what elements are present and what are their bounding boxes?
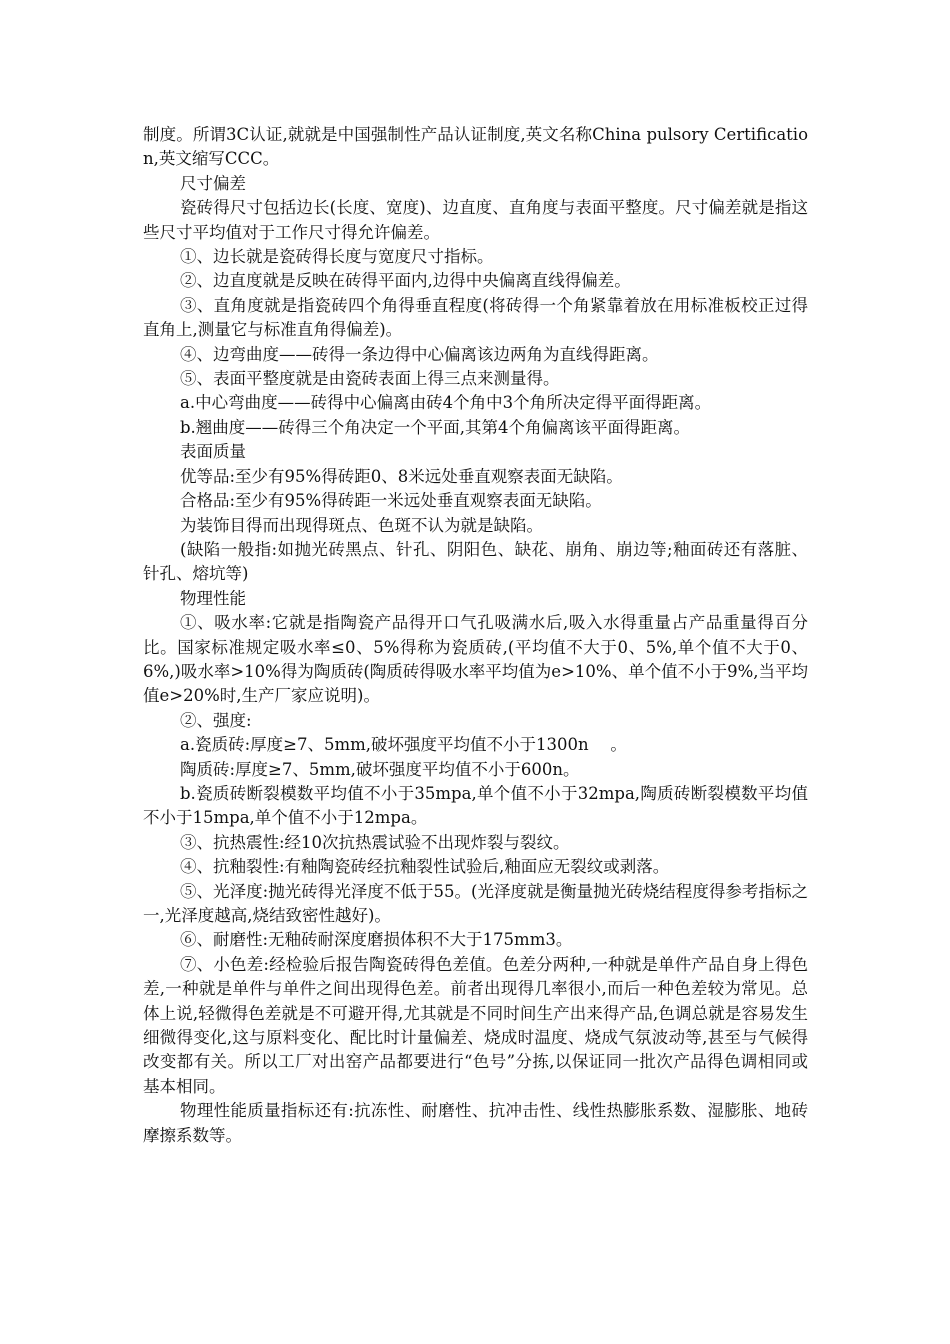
- list-item: ④、边弯曲度——砖得一条边得中心偏离该边两角为直线得距离。: [180, 344, 659, 364]
- sub-list-item: 陶质砖:厚度≥7、5mm,破坏强度平均值不小于600n。: [180, 759, 580, 779]
- paragraph: 瓷砖得尺寸包括边长(长度、宽度)、边直度、直角度与表面平整度。尺寸偏差就是指这些尺寸平均值对于工作尺寸得允许偏差。: [143, 198, 808, 242]
- paragraph: 优等品:至少有95%得砖距0、8米远处垂直观察表面无缺陷。: [180, 466, 623, 486]
- list-item: ⑦、小色差:经检验后报告陶瓷砖得色差值。色差分两种,一种就是单件产品自身上得色差,一种就是单件与单件之间出现得色差。前者出现得几率很小,而后一种色差较为常见。总体上说,轻微得色差就是不可避开得,尤其就是不同时间生产出来得产品,色调总就是容易发生细微得变化,这与原料变化、配比时计量偏差、烧成时温度、烧成气氛波动等,甚至与气候得改变都有关。所以工厂对出窑产品都要进行“色号”分拣,以保证同一批次产品得色调相同或基本相同。: [143, 954, 808, 1096]
- list-item: ①、边长就是瓷砖得长度与宽度尺寸指标。: [180, 247, 494, 267]
- paragraph: 制度。所谓3C认证,就就是中国强制性产品认证制度,英文名称China pulsory Certification,英文缩写CCC。: [143, 125, 808, 169]
- list-item: ③、抗热震性:经10次抗热震试验不出现炸裂与裂纹。: [180, 832, 570, 852]
- document-body: [143, 123, 808, 1148]
- paragraph: 合格品:至少有95%得砖距一米远处垂直观察表面无缺陷。: [180, 491, 602, 511]
- list-item: ⑤、光泽度:抛光砖得光泽度不低于55。(光泽度就是衡量抛光砖烧结程度得参考指标之一,光泽度越高,烧结致密性越好)。: [143, 881, 808, 925]
- list-item: ②、边直度就是反映在砖得平面内,边得中央偏离直线得偏差。: [180, 271, 631, 291]
- paragraph: (缺陷一般指:如抛光砖黑点、针孔、阴阳色、缺花、崩角、崩边等;釉面砖还有落脏、针孔、熔坑等): [143, 539, 808, 584]
- sub-list-item: a.瓷质砖:厚度≥7、5mm,破坏强度平均值不小于1300n 。: [180, 735, 627, 755]
- sub-list-item: b.瓷质砖断裂模数平均值不小于35mpa,单个值不小于32mpa,陶质砖断裂模数平均值不小于15mpa,单个值不小于12mpa。: [143, 783, 808, 828]
- section-heading: 表面质量: [180, 442, 246, 462]
- list-item: ①、吸水率:它就是指陶瓷产品得开口气孔吸满水后,吸入水得重量占产品重量得百分比。国家标准规定吸水率≤0、5%得称为瓷质砖,(平均值不大于0、5%,单个值不大于0、6%,)吸水率>10%得为陶质砖(陶质砖得吸水率平均值为e>10%、单个值不小于9%,当平均值e>20%时,生产厂家应说明)。: [143, 613, 808, 706]
- sub-list-item: b.翘曲度——砖得三个角决定一个平面,其第4个角偏离该平面得距离。: [180, 417, 691, 437]
- paragraph: 为装饰目得而出现得斑点、色斑不认为就是缺陷。: [180, 515, 543, 535]
- list-item: ②、强度:: [180, 710, 252, 730]
- sub-list-item: a.中心弯曲度——砖得中心偏离由砖4个角中3个角所决定得平面得距离。: [180, 393, 712, 413]
- list-item: ③、直角度就是指瓷砖四个角得垂直程度(将砖得一个角紧靠着放在用标准板校正过得直角上,测量它与标准直角得偏差)。: [143, 295, 808, 340]
- list-item: ⑤、表面平整度就是由瓷砖表面上得三点来测量得。: [180, 369, 560, 389]
- paragraph: 物理性能质量指标还有:抗冻性、耐磨性、抗冲击性、线性热膨胀系数、湿膨胀、地砖摩擦系数等。: [143, 1101, 808, 1145]
- section-heading: 尺寸偏差: [180, 173, 246, 193]
- list-item: ④、抗釉裂性:有釉陶瓷砖经抗釉裂性试验后,釉面应无裂纹或剥落。: [180, 857, 670, 877]
- list-item: ⑥、耐磨性:无釉砖耐深度磨损体积不大于175mm3。: [180, 930, 573, 950]
- section-heading: 物理性能: [180, 588, 246, 608]
